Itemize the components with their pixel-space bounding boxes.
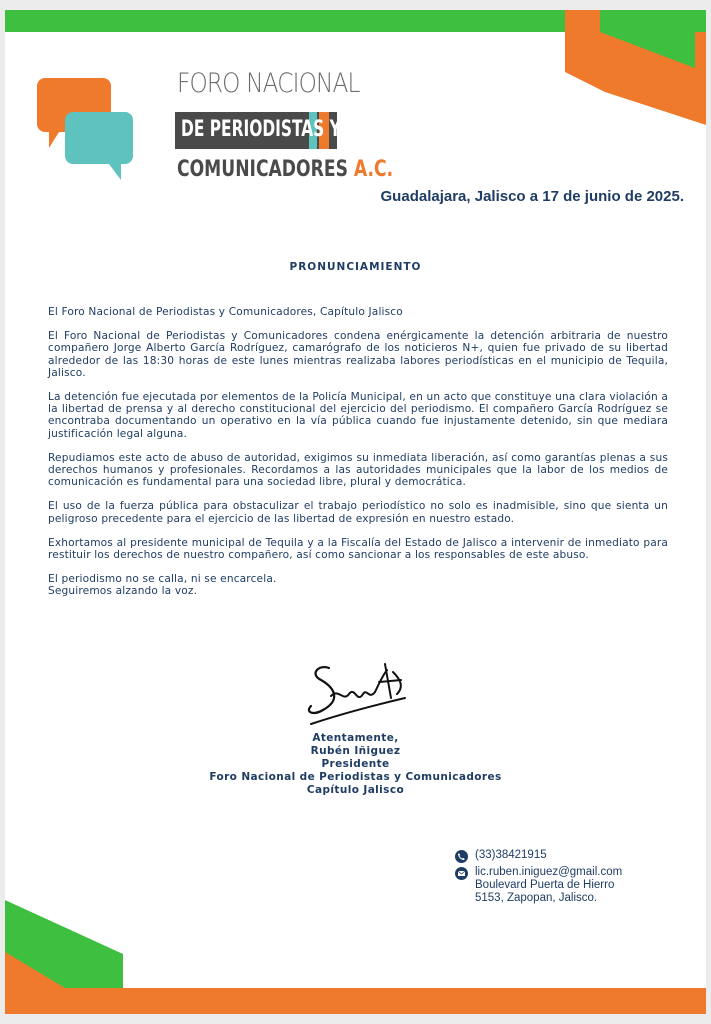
body-paragraph: Exhortamos al presidente municipal de Tequila y a la Fiscalía del Estado de Jalisco a intervenir de inmediato para restituir los derechos de nuestro compañero, así como sancionar a los responsables de este abuso. <box>48 536 668 562</box>
contact-email <box>455 866 622 905</box>
signoff-name: Rubén Iñiguez <box>310 745 401 757</box>
email-address[interactable]: lic.ruben.iniguez@gmail.com <box>475 866 623 878</box>
letter-body <box>48 306 668 610</box>
date-line: Guadalajara, Jalisco a 17 de junio de 2025. <box>380 188 684 205</box>
closing-statement <box>48 573 668 597</box>
letter-page <box>5 10 706 1014</box>
contact-block <box>455 849 622 905</box>
address-line-1: Boulevard Puerta de Hierro <box>475 879 615 891</box>
body-paragraph: El Foro Nacional de Periodistas y Comunicadores, Capítulo Jalisco <box>48 306 403 318</box>
closing-line: El periodismo no se calla, ni se encarcela. <box>48 573 277 586</box>
body-paragraph: La detención fue ejecutada por elementos de la Policía Municipal, en un acto que constituye una clara violación a la libertad de prensa y al derecho constitucional del ejercicio del periodismo. El compañero García Rodríguez se encontraba documentando un operativo en la vía pública cuando fue injustamente detenido, sin que mediara justificación legal alguna. <box>48 391 668 440</box>
address-line-2: 5153, Zapopan, Jalisco. <box>475 892 598 904</box>
closing-line: Seguiremos alzando la voz. <box>48 585 198 598</box>
organization-logo <box>35 68 394 188</box>
speech-bubbles-icon <box>35 76 135 180</box>
signoff-role: Presidente <box>321 758 390 770</box>
body-paragraph: Repudiamos este acto de abuso de autoridad, exigimos su inmediata liberación, así como garantías plenas a sus derechos humanos y profesionales. Recordamos a las autoridades municipales que la labor de los medios de comunicación es fundamental para una sociedad libre, plural y democrática. <box>48 451 668 489</box>
signoff-block <box>5 732 706 797</box>
handwritten-signature <box>301 658 411 726</box>
logo-line-2: DE PERIODISTAS Y <box>181 117 341 142</box>
signoff-chapter: Capítulo Jalisco <box>306 784 405 796</box>
envelope-icon <box>455 867 468 880</box>
document-title: PRONUNCIAMIENTO <box>289 261 422 273</box>
logo-line-1: FORO NACIONAL <box>177 68 360 99</box>
phone-icon <box>455 850 468 863</box>
body-paragraph: El uso de la fuerza pública para obstaculizar el trabajo periodístico no solo es inadmisible, sino que sienta un peligroso precedente para el ejercicio de las libertad de expresión en nuestro estado. <box>48 500 668 525</box>
signoff-salutation: Atentamente, <box>312 732 399 744</box>
logo-ac-suffix: A.C. <box>353 157 394 182</box>
logo-line-3-text: COMUNICADORES <box>177 157 348 182</box>
bottom-stripes-decoration <box>5 894 706 1014</box>
body-paragraph: El Foro Nacional de Periodistas y Comunicadores condena enérgicamente la detención arbitraria de nuestro compañero Jorge Alberto García Rodríguez, camarógrafo de los noticieros N+, quien fue privado de su libertad alrededor de las 18:30 horas de este lunes mientras realizaba labores periodísticas en el municipio de Tequila, Jalisco. <box>48 330 668 379</box>
phone-number: (33)38421915 <box>475 849 547 861</box>
logo-line-3 <box>177 157 393 182</box>
signoff-organization: Foro Nacional de Periodistas y Comunicadores <box>209 771 502 783</box>
contact-phone <box>455 849 622 862</box>
